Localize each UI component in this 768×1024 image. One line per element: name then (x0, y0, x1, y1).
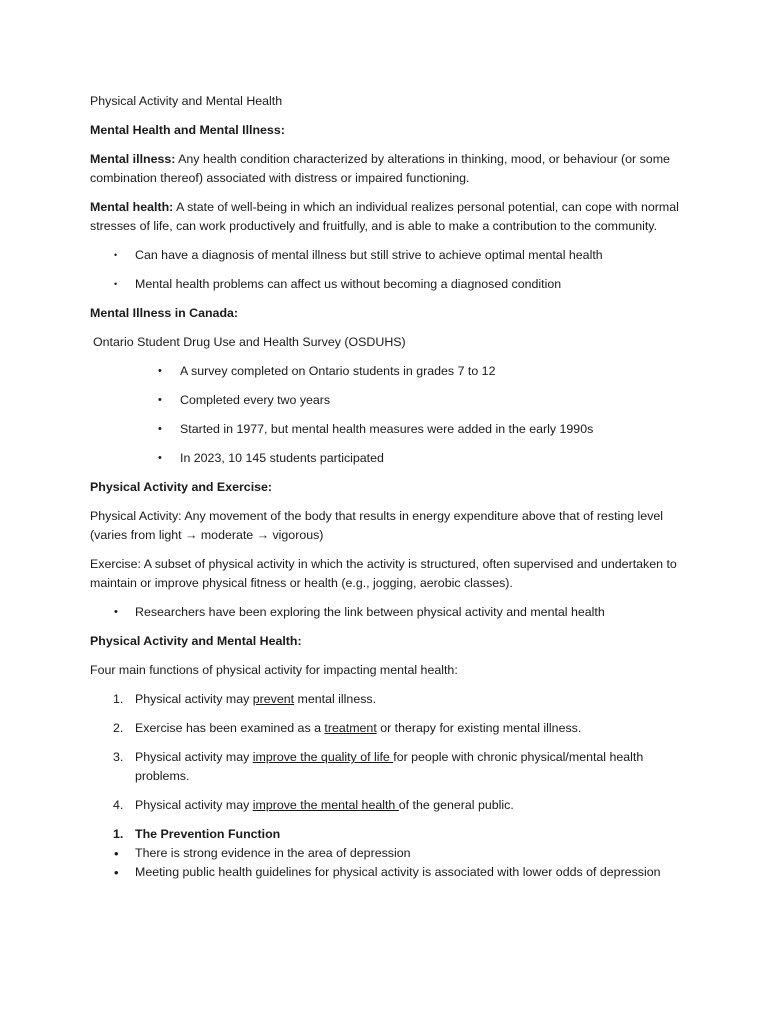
item-text: for people with chronic physical/mental health problems. (135, 750, 644, 783)
definition-text: Any health condition characterized by alterations in thinking, mood, or behaviour (or some combination thereof) associated with distress or impaired functioning. (90, 152, 670, 185)
item-number: 1. (113, 692, 124, 706)
list-item-text: A survey completed on Ontario students in grades 7 to 12 (180, 364, 496, 378)
numbered-item (90, 796, 690, 815)
list-item-text: Started in 1977, but mental health measures were added in the early 1990s (180, 422, 594, 436)
item-number: 4. (113, 798, 124, 812)
bullet-icon: • (158, 423, 162, 435)
list-item (90, 603, 690, 622)
bullet-icon: • (158, 394, 162, 406)
bullet-icon: • (158, 365, 162, 377)
item-number: 2. (113, 721, 124, 735)
item-text: Physical activity may (135, 750, 253, 764)
numbered-item (90, 748, 690, 786)
item-text: or therapy for existing mental illness. (376, 721, 582, 735)
survey-name: Ontario Student Drug Use and Health Survey (OSDUHS) (93, 335, 406, 349)
definition-mental-health (90, 198, 690, 236)
list-item-text: There is strong evidence in the area of depression (135, 846, 411, 860)
bullet-icon: • (158, 452, 162, 464)
item-text: Exercise has been examined as a (135, 721, 325, 735)
list-item-text: Completed every two years (180, 393, 331, 407)
term-mental-health: Mental health: (90, 200, 174, 214)
section-heading-activity-exercise: Physical Activity and Exercise: (90, 480, 273, 494)
item-emphasis: improve the quality of life (252, 750, 394, 764)
list-item (90, 246, 690, 265)
list-item-text: Can have a diagnosis of mental illness but still strive to achieve optimal mental health (135, 248, 603, 262)
bullet-icon: • (114, 279, 118, 289)
bullet-icon: • (114, 250, 118, 260)
item-text: of the general public. (398, 798, 514, 812)
item-number: 1. (113, 827, 124, 841)
list-item (90, 362, 690, 381)
numbered-item (90, 719, 690, 738)
definition-exercise: Exercise: A subset of physical activity in which the activity is structured, often supervised and undertaken to maintain or improve physical fitness or health (e.g., jogging, aerobic classes). (90, 557, 677, 590)
item-text: mental illness. (294, 692, 377, 706)
bullet-icon: • (114, 846, 119, 861)
term-mental-illness: Mental illness: (90, 152, 176, 166)
subsection-heading-prevention (90, 825, 690, 844)
list-item-text: Mental health problems can affect us without becoming a diagnosed condition (135, 277, 562, 291)
list-item (90, 420, 690, 439)
document-page (90, 92, 690, 882)
item-text: Physical activity may (135, 798, 253, 812)
bullet-icon: • (114, 606, 118, 618)
definition-physical-activity: Physical Activity: Any movement of the body that results in energy expenditure above that of resting level (varies from light → moderate → vigorous) (90, 509, 664, 542)
document-title: Physical Activity and Mental Health (90, 94, 283, 108)
subsection-title: The Prevention Function (135, 827, 281, 841)
item-text: Physical activity may (135, 692, 253, 706)
list-item (90, 863, 690, 882)
item-emphasis: treatment (324, 721, 377, 735)
list-item-text: Researchers have been exploring the link between physical activity and mental health (135, 605, 605, 619)
list-item-text: Meeting public health guidelines for physical activity is associated with lower odds of depression (135, 865, 661, 879)
definition-text: A state of well-being in which an individual realizes personal potential, can cope with normal stresses of life, can work productively and fruitfully, and is able to make a contribution to the community. (90, 200, 679, 233)
list-item-text: In 2023, 10 145 students participated (180, 451, 384, 465)
section-heading-activity-mental-health: Physical Activity and Mental Health: (90, 634, 302, 648)
list-item (90, 391, 690, 410)
list-item (90, 449, 690, 468)
numbered-item (90, 690, 690, 709)
list-item (90, 275, 690, 294)
item-number: 3. (113, 750, 124, 764)
list-item (90, 844, 690, 863)
definition-mental-illness (90, 150, 690, 188)
item-emphasis: prevent (252, 692, 295, 706)
section-heading-mental-health: Mental Health and Mental Illness: (90, 123, 285, 137)
item-emphasis: improve the mental health (252, 798, 399, 812)
functions-intro: Four main functions of physical activity for impacting mental health: (90, 663, 458, 677)
bullet-icon: • (114, 865, 119, 880)
section-heading-canada: Mental Illness in Canada: (90, 306, 239, 320)
